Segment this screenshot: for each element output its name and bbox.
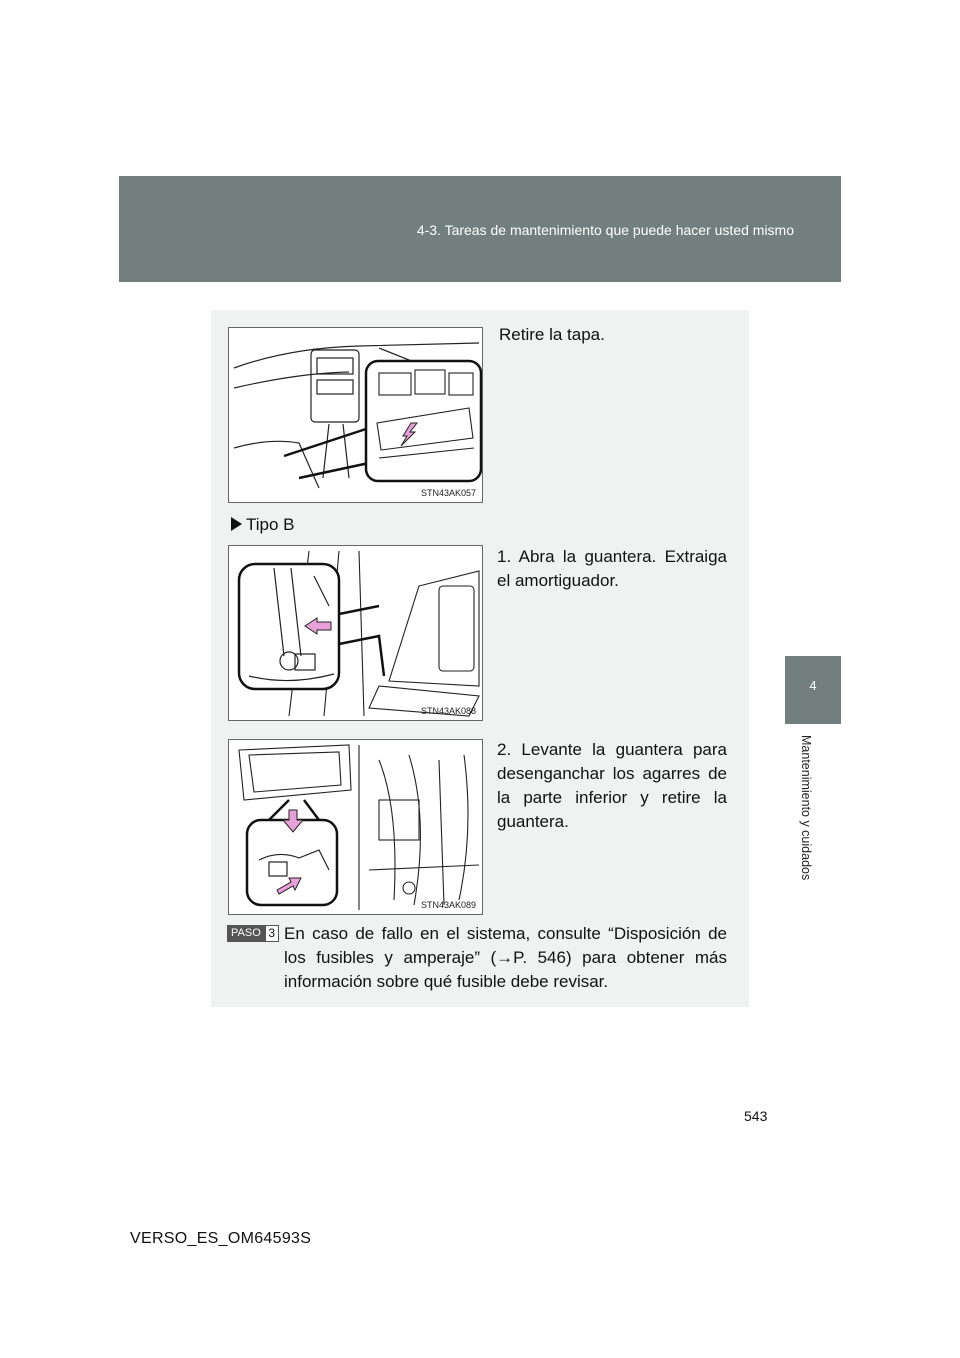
- subheading-text: Tipo B: [246, 515, 295, 534]
- step-number: 1.: [497, 547, 512, 566]
- step-badge: [227, 925, 279, 942]
- caption-remove-glovebox: [497, 738, 727, 834]
- figure-code: STN43AK088: [420, 706, 476, 716]
- figure-code: STN43AK057: [420, 488, 476, 498]
- figure-code: STN43AK089: [420, 900, 476, 910]
- subheading-type-b: [231, 515, 295, 535]
- step-badge-number: 3: [265, 925, 279, 942]
- chapter-tab: [785, 656, 841, 724]
- document-code: VERSO_ES_OM64593S: [130, 1230, 312, 1247]
- chapter-label-wrap: [798, 735, 828, 905]
- glovebox-removal-illustration: [229, 740, 483, 915]
- chapter-number: 4: [809, 678, 817, 693]
- step-3-text: En caso de fallo en el sistema, consulte “Disposición de los fusibles y amperaje” (→P. 546) para obtener más información sobre qué fusible debe revisar.: [284, 924, 727, 991]
- triangle-bullet-icon: [231, 517, 242, 531]
- figure-remove-cover: [228, 327, 483, 503]
- chapter-label: Mantenimiento y cuidados: [799, 735, 813, 881]
- caption-open-glovebox: [497, 545, 727, 593]
- figure-open-glovebox: [228, 545, 483, 721]
- glovebox-damper-illustration: [229, 546, 483, 721]
- figure-remove-glovebox: [228, 739, 483, 915]
- section-title: 4-3. Tareas de mantenimiento que puede hacer usted mismo: [416, 222, 794, 238]
- step-text: Levante la guantera para desenganchar los agarres de la parte inferior y retire la guantera.: [497, 740, 727, 831]
- caption-remove-cover: Retire la tapa.: [499, 325, 605, 344]
- step-badge-label: PASO: [227, 925, 265, 942]
- dashboard-illustration: [229, 328, 483, 503]
- step-number: 2.: [497, 740, 512, 759]
- page-header: [119, 176, 841, 282]
- step-text: Abra la guantera. Extraiga el amortiguador.: [497, 547, 727, 590]
- page-number: 543: [744, 1108, 768, 1124]
